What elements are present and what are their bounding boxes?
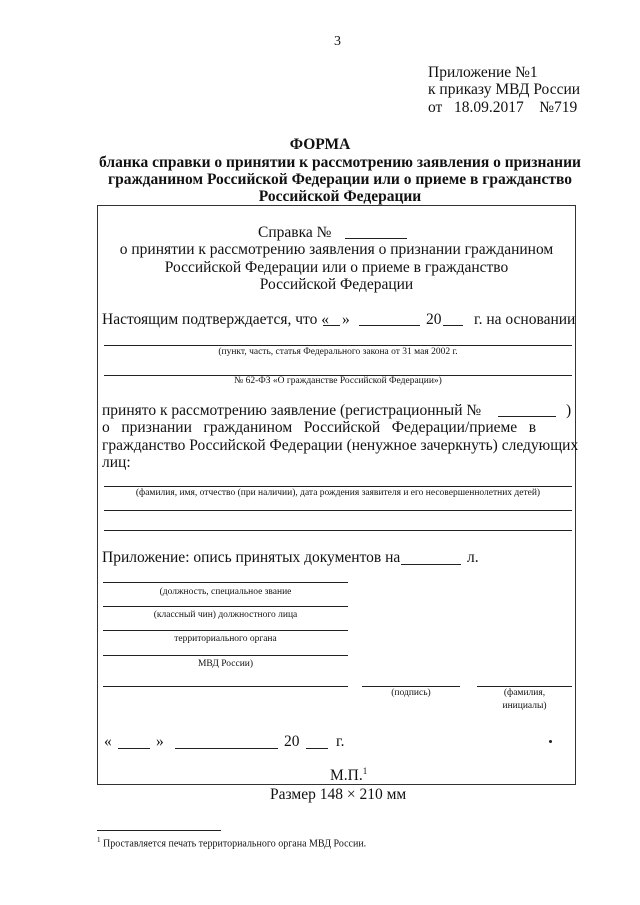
position-caption-2: (классный чин) должностного лица xyxy=(153,610,298,620)
certificate-heading-2: о принятии к рассмотрению заявления о признании гражданином xyxy=(119,241,554,258)
confirm-close-quote: » xyxy=(342,311,350,328)
form-subtitle-3: Российской Федерации xyxy=(258,188,422,205)
position-caption-4: МВД России) xyxy=(197,659,254,669)
form-subtitle-1: бланка справки о принятии к рассмотрению заявления о признании xyxy=(99,154,581,171)
surname-field[interactable] xyxy=(477,686,572,687)
date-close-quote: » xyxy=(156,733,164,750)
surname-caption-1: (фамилия, xyxy=(503,688,546,698)
position-caption-1: (должность, специальное звание xyxy=(159,587,292,597)
persons-field-2[interactable] xyxy=(104,510,572,511)
position-field-2[interactable] xyxy=(103,606,348,607)
accepted-line-3: гражданство Российской Федерации (ненужное зачеркнуть) следующих xyxy=(102,437,579,454)
appendix-pages-field[interactable] xyxy=(401,564,461,565)
footnote-separator xyxy=(97,830,221,831)
confirm-day-field[interactable] xyxy=(323,325,340,326)
form-subtitle-2: гражданином Российской Федерации или о приеме в гражданство xyxy=(108,171,572,188)
date-day-field[interactable] xyxy=(118,748,150,749)
stamp-label: М.П.$^1$ xyxy=(330,766,368,785)
accepted-line-4: лиц: xyxy=(102,454,131,471)
persons-field-1[interactable] xyxy=(104,486,572,487)
appendix-prefix: Приложение: опись принятых документов на xyxy=(102,549,401,566)
footnote: $^1$ Проставляется печать территориального органа МВД России. xyxy=(97,836,367,850)
certificate-heading-4: Российской Федерации xyxy=(259,276,414,293)
signature-caption: (подпись) xyxy=(391,688,431,698)
date-open-quote: « xyxy=(104,733,112,750)
certificate-heading: Справка № xyxy=(258,224,332,241)
size-note: Размер 148 × 210 мм xyxy=(270,786,407,803)
accepted-line-1: принято к рассмотрению заявление (регистрационный № xyxy=(102,402,482,419)
certificate-heading-3: Российской Федерации или о приеме в гражданство xyxy=(164,259,509,276)
confirm-year-field[interactable] xyxy=(443,325,463,326)
form-title: ФОРМА xyxy=(289,136,351,153)
confirm-prefix: Настоящим подтверждается, что « xyxy=(102,311,329,328)
confirm-month-field[interactable] xyxy=(359,325,420,326)
accepted-line-2: о признании гражданином Российской Федерации/приеме в xyxy=(102,419,537,436)
confirm-suffix: г. на основании xyxy=(474,311,576,328)
surname-caption-2: инициалы) xyxy=(502,701,547,711)
position-field-3[interactable] xyxy=(103,630,348,631)
date-dot xyxy=(549,740,552,743)
law-caption-1: (пункт, часть, статья Федерального закона от 31 мая 2002 г. xyxy=(218,347,458,357)
attachment-line-1: Приложение №1 xyxy=(428,64,538,81)
attachment-line-3: от 18.09.2017 №719 xyxy=(428,99,578,116)
law-basis-field-1[interactable] xyxy=(104,345,572,346)
accepted-close: ) xyxy=(566,402,572,419)
signature-field[interactable] xyxy=(362,686,460,687)
date-year-prefix: 20 xyxy=(284,733,300,750)
page-number: 3 xyxy=(334,34,341,49)
position-field-5[interactable] xyxy=(103,686,348,687)
certificate-number-field[interactable] xyxy=(345,238,407,239)
position-field-1[interactable] xyxy=(103,582,348,583)
law-caption-2: № 62-ФЗ «О гражданстве Российской Федерации») xyxy=(234,376,442,386)
appendix-suffix: л. xyxy=(467,549,479,566)
date-suffix: г. xyxy=(336,733,345,750)
persons-field-3[interactable] xyxy=(104,530,572,531)
confirm-year-prefix: 20 xyxy=(426,311,442,328)
date-month-field[interactable] xyxy=(175,748,278,749)
position-field-4[interactable] xyxy=(103,655,348,656)
date-year-field[interactable] xyxy=(306,748,328,749)
position-caption-3: территориального органа xyxy=(174,634,277,644)
attachment-line-2: к приказу МВД России xyxy=(428,81,581,98)
registration-number-field[interactable] xyxy=(498,416,556,417)
persons-caption: (фамилия, имя, отчество (при наличии), дата рождения заявителя и его несовершеннолетних детей) xyxy=(135,488,541,498)
